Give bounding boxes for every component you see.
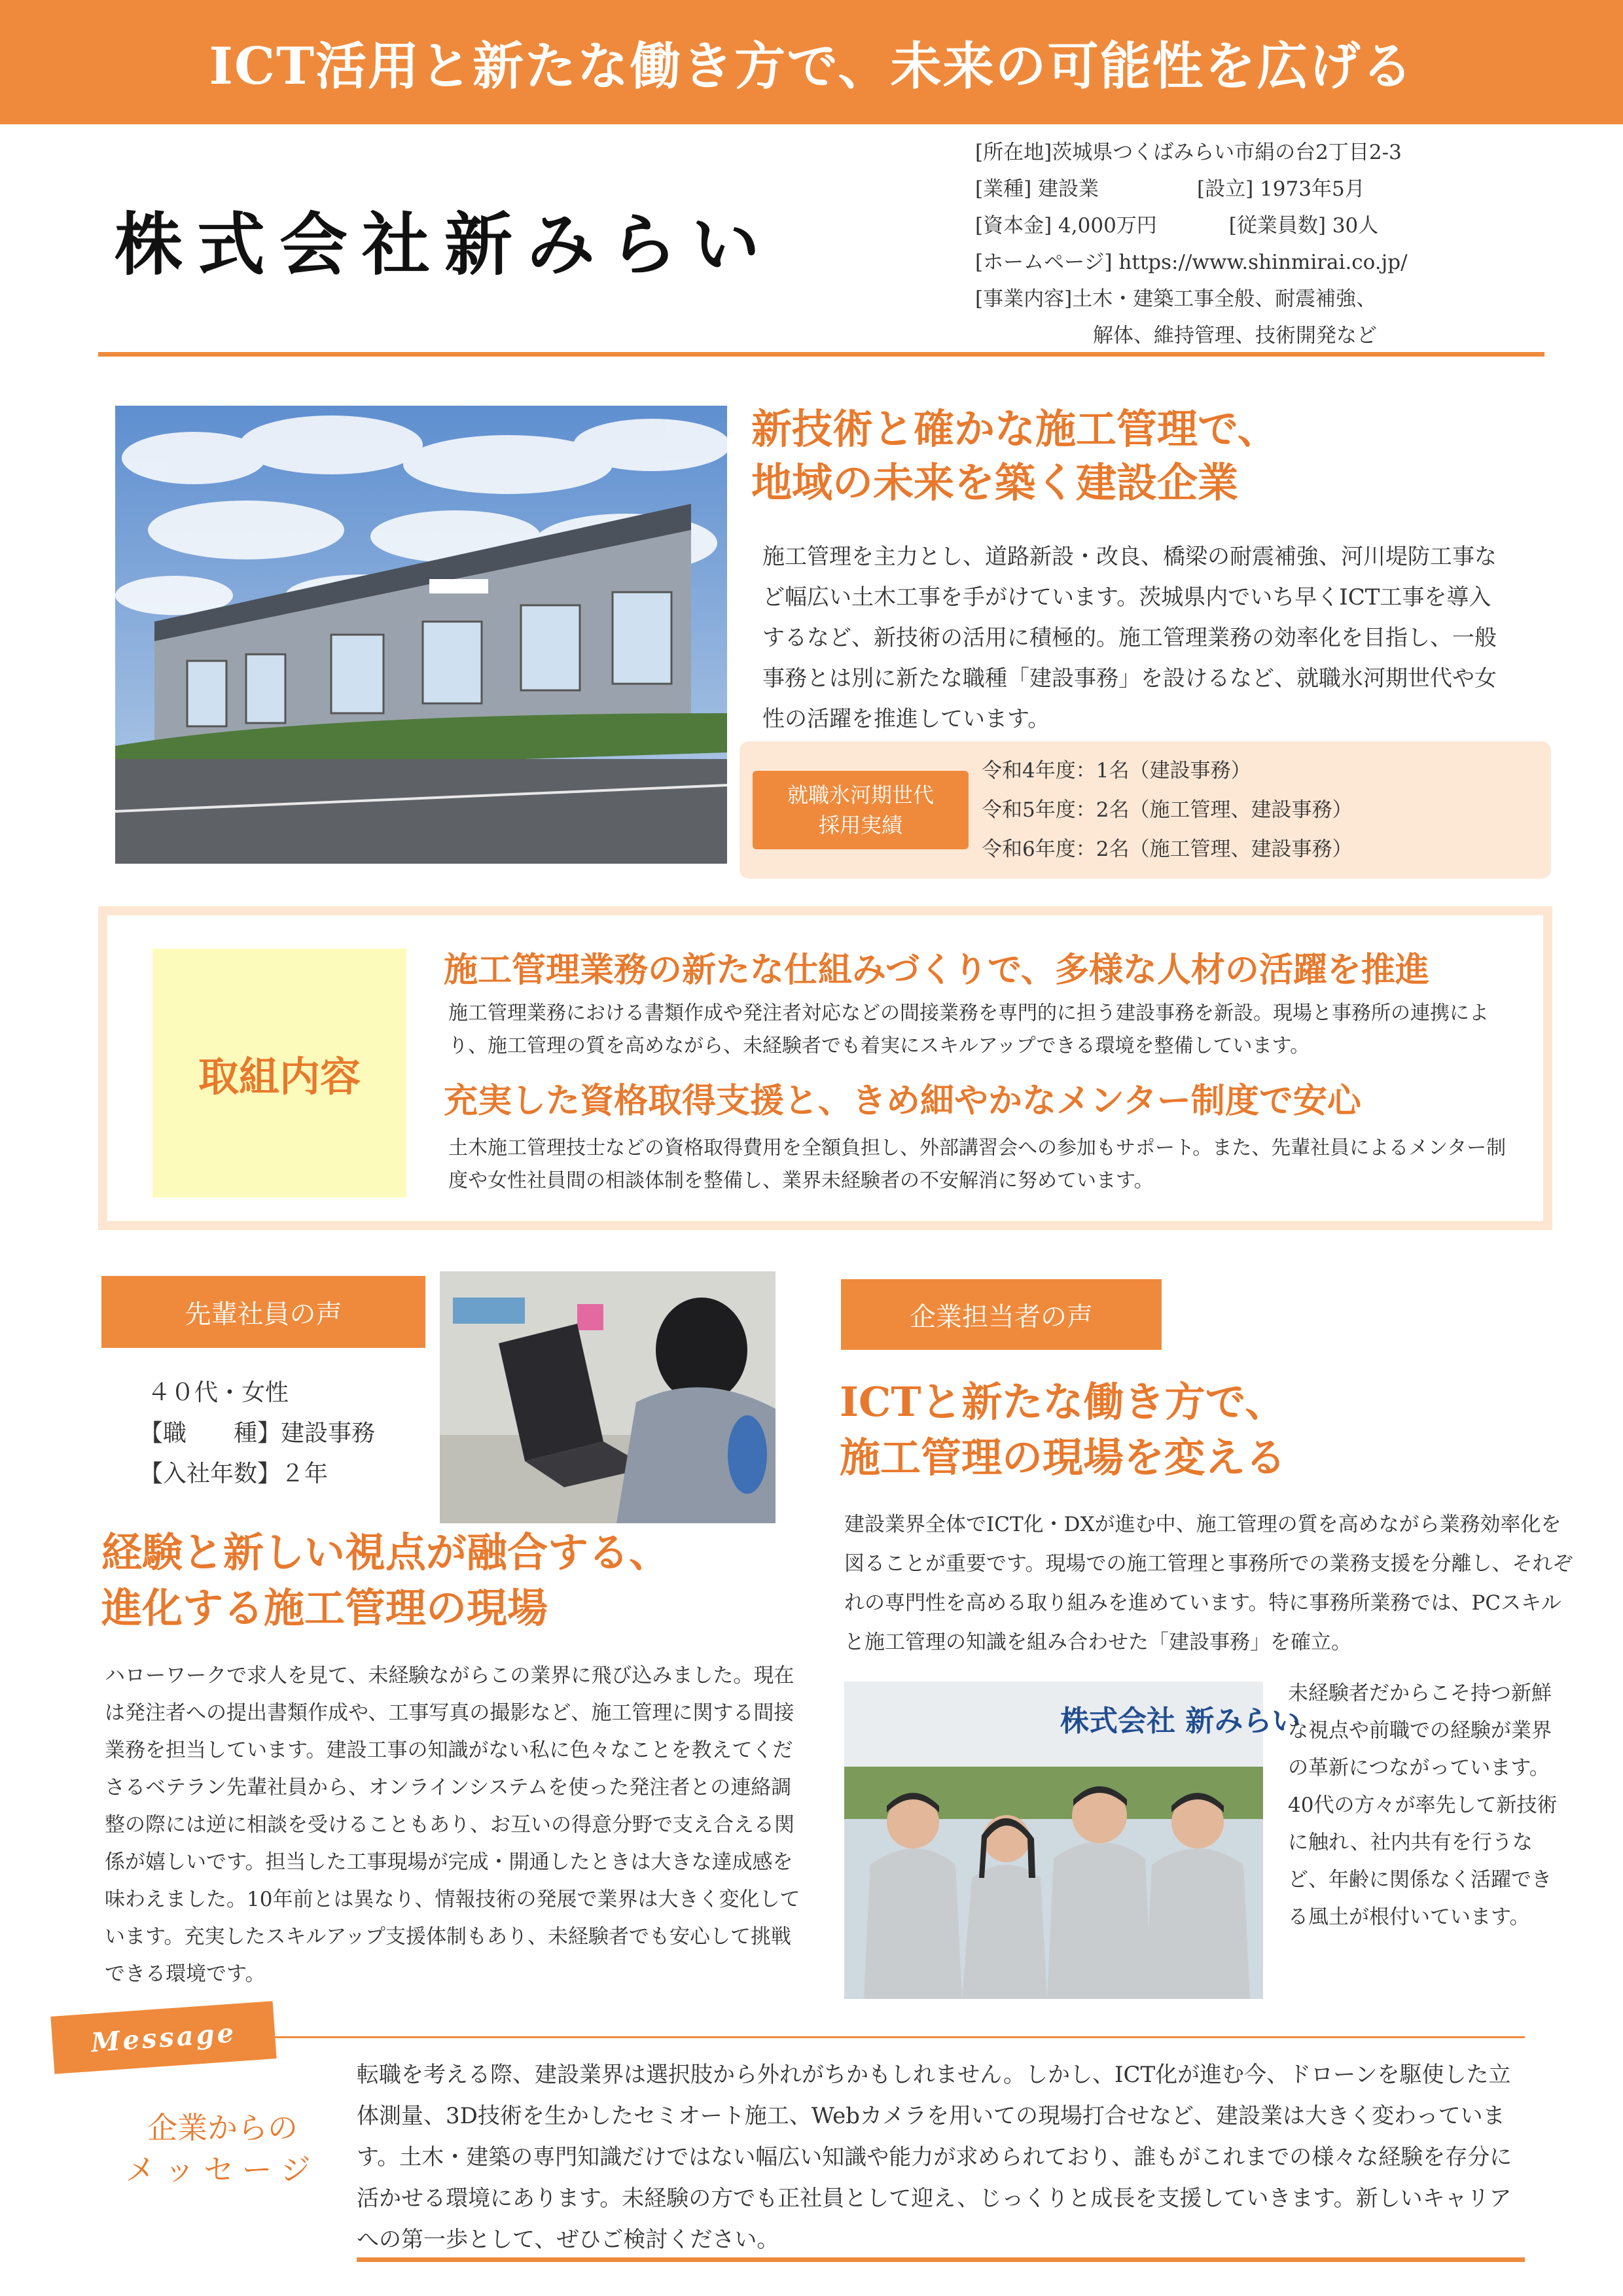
message-title-1: 企業からの — [147, 2110, 298, 2146]
staff-group-photo — [844, 1682, 1301, 1999]
hiring-item: 令和4年度：1名（建設事務） — [982, 759, 1251, 783]
info-business-1: [事業内容]土木・建築工事全般、耐震補強、 — [975, 287, 1377, 311]
info-capital: [資本金] 4,000万円 — [975, 214, 1157, 238]
divider-message-top — [101, 2036, 1525, 2038]
manager-body: 建設業界全体でICT化・DXが進む中、施工管理の質を高めながら業務効率化を図ることが重要です。現場での施工管理と事務所での業務支援を分離し、それぞれの専門性を高める取り組みを進めています。特に事務所業務では、PCスキルと施工管理の知識を組み合わせた「建設事務」を確立。 — [844, 1513, 1573, 1654]
initiatives-label: 取組内容 — [152, 949, 406, 1197]
hero-heading-line-2: 地域の未来を築く建設企業 — [751, 459, 1239, 506]
info-industry: [業種] 建設業 — [975, 177, 1099, 201]
hiring-label-line-2: 採用実績 — [818, 813, 902, 838]
manager-heading-line-2: 施工管理の現場を変える — [840, 1434, 1287, 1481]
employee-profile-2: 【職 種】建設事務 — [139, 1420, 376, 1447]
hiring-label-line-1: 就職氷河期世代 — [787, 783, 934, 807]
employee-at-desk-photo — [440, 1271, 776, 1523]
office-building-photo — [115, 406, 727, 864]
info-business-2: 解体、維持管理、技術開発など — [1093, 324, 1377, 347]
employee-body: ハローワークで求人を見て、未経験ながらこの業界に飛び込みました。現在は発注者への提出書類作成や、工事写真の撮影など、施工管理に関する間接業務を担当しています。建設工事の知識がない私に色々なことを教えてくださるベテラン先輩社員から、オンラインシステムを使った発注者との連絡調整の際には逆に相談を受けることもあり、お互いの得意分野で支え合える関係が嬉しいです。担当した工事現場が完成・開通したときは大きな達成感を味わえました。10年前とは異なり、情報技術の発展で業界は大きく変化しています。充実したスキルアップ支援体制もあり、未経験者でも安心して挑戦できる環境です。 — [105, 1664, 800, 1986]
info-homepage[interactable]: [ホームページ] https://www.shinmirai.co.jp/ — [975, 251, 1408, 274]
hero-heading-line-1: 新技術と確かな施工管理で、 — [751, 405, 1278, 453]
banner-title: ICT活用と新たな働き方で、未来の可能性を広げる — [209, 37, 1414, 96]
info-location: [所在地]茨城県つくばみらい市絹の台2丁目2-3 — [975, 141, 1402, 164]
message-title-2: メッセージ — [125, 2152, 320, 2187]
message-title — [111, 2107, 334, 2191]
divider-top — [98, 352, 1544, 357]
employee-profile-3: 【入社年数】２年 — [139, 1460, 329, 1487]
employee-profile-1: ４０代・女性 — [147, 1379, 289, 1406]
manager-body-2: 未経験者だからこそ持つ新鮮な視点や前職での経験が業界の革新につながっています。40代の方々が率先して新技術に触れ、社内共有を行うなど、年齢に関係なく活躍できる風土が根付いています。 — [1288, 1682, 1558, 1929]
hiring-item: 令和6年度：2名（施工管理、建設事務） — [982, 838, 1353, 861]
manager-heading — [840, 1374, 1286, 1485]
employee-heading — [101, 1525, 669, 1636]
message-body: 転職を考える際、建設業界は選択肢から外れがちかもしれません。しかし、ICT化が進む今、ドローンを駆使した立体測量、3D技術を生かしたセミオート施工、Webカメラを用いての現場打合せなど、建設業は大きく変わっています。土木・建築の専門知識だけではない幅広い知識や能力が求められており、誰もがこれまでの様々な経験を存分に活かせる環境にあります。未経験の方でも正社員として迎え、じっくりと成長を支援していきます。新しいキャリアへの第一歩として、ぜひご検討ください。 — [357, 2062, 1512, 2253]
employee-voice-tag: 先輩社員の声 — [101, 1276, 425, 1348]
info-row-3 — [975, 207, 1408, 244]
initiative-body-2: 土木施工管理技士などの資格取得費用を全額負担し、外部講習会への参加もサポート。また、先輩社員によるメンター制度や女性社員間の相談体制を整備し、業界未経験者の不安解消に努めています。 — [448, 1137, 1507, 1192]
initiative-title-1: 施工管理業務の新たな仕組みづくりで、多様な人材の活躍を推進 — [444, 950, 1429, 990]
info-row-2 — [975, 171, 1408, 207]
hiring-stats-label — [753, 771, 969, 849]
hiring-stats-list — [982, 751, 1352, 869]
employee-heading-line-2: 進化する施工管理の現場 — [101, 1584, 548, 1632]
employee-profile — [139, 1373, 376, 1494]
employee-heading-line-1: 経験と新しい視点が融合する、 — [101, 1528, 670, 1576]
manager-heading-line-1: ICTと新たな働き方で、 — [840, 1378, 1286, 1426]
info-employees: [従業員数] 30人 — [1228, 214, 1379, 238]
initiative-body-1: 施工管理業務における書類作成や発注者対応などの間接業務を専門的に担う建設事務を新設。現場と事務所の連携により、施工管理の質を高めながら、未経験者でも着実にスキルアップできる環境を整備しています。 — [448, 1002, 1489, 1057]
manager-voice-tag: 企業担当者の声 — [841, 1279, 1162, 1350]
info-founded: [設立] 1973年5月 — [1197, 177, 1365, 201]
company-info — [975, 134, 1408, 354]
top-banner — [0, 0, 1623, 124]
initiative-title-2: 充実した資格取得支援と、きめ細やかなメンター制度で安心 — [444, 1081, 1361, 1121]
message-tag: Message — [50, 2001, 276, 2074]
sign-text: 株式会社 新みらい — [1060, 1704, 1301, 1738]
hiring-item: 令和5年度：2名（施工管理、建設事務） — [982, 798, 1353, 822]
divider-message-bottom — [357, 2257, 1525, 2262]
hero-body: 施工管理を主力とし、道路新設・改良、橋梁の耐震補強、河川堤防工事など幅広い土木工事を手がけています。茨城県内でいち早くICT工事を導入するなど、新技術の活用に積極的。施工管理業務の効率化を目指し、一般事務とは別に新たな職種「建設事務」を設けるなど、就職氷河期世代や女性の活躍を推進しています。 — [762, 544, 1497, 732]
hero-heading — [751, 402, 1278, 510]
company-name: 株式会社新みらい — [115, 204, 775, 285]
